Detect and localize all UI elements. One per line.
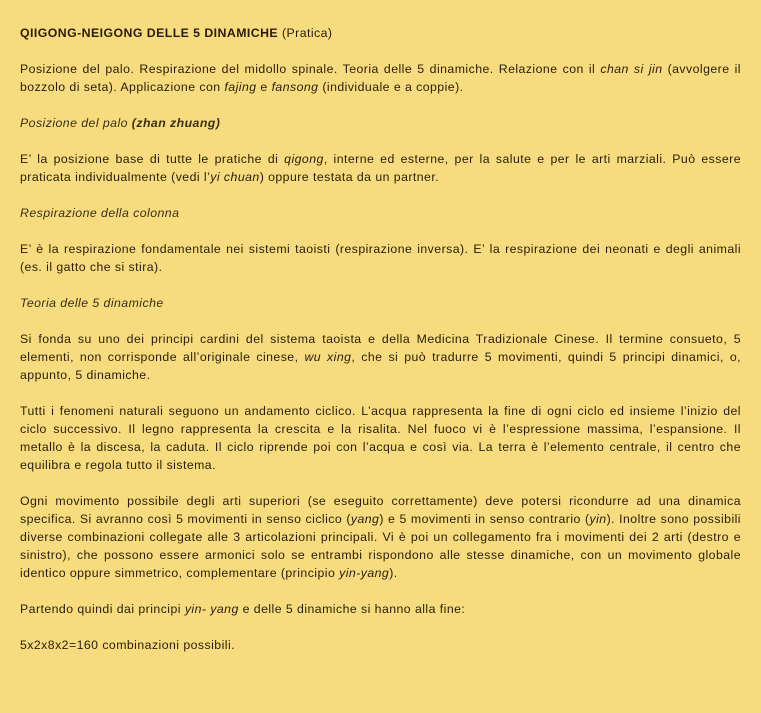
- s3p1-text-1: Si fonda su uno dei principi cardini del sistema taoista e della Medicina Tradizionale Cinese. Il termine consueto, 5 elementi, non corrisponde all’originale cinese,: [20, 332, 741, 364]
- intro-text-1: Posizione del palo. Respirazione del midollo spinale. Teoria delle 5 dinamiche. Relazione con il: [20, 62, 601, 76]
- s1-text-1: E’ la posizione base di tutte le pratiche di: [20, 152, 285, 166]
- section3-paragraph-1: [20, 330, 741, 384]
- intro-term-fajing: fajing: [224, 80, 257, 94]
- section-heading-teoria: Teoria delle 5 dinamiche: [20, 296, 164, 310]
- heading-bold-term: (zhan zhuang): [131, 116, 221, 130]
- section3-paragraph-5: 5x2x8x2=160 combinazioni possibili.: [20, 638, 236, 652]
- s1-term-yi-chuan: yi chuan: [210, 170, 260, 184]
- s3p3-text-4: ).: [389, 566, 398, 580]
- s1-text-3: ) oppure testata da un partner.: [259, 170, 440, 184]
- intro-paragraph: [20, 60, 741, 96]
- s3p4-text-1: Partendo quindi dai principi: [20, 602, 185, 616]
- section2-paragraph: E’ è la respirazione fondamentale nei sistemi taoisti (respirazione inversa). E’ la respirazione dei neonati e degli animali (es. il gatto che si stira).: [20, 242, 741, 274]
- s3p3-term-yin: yin: [589, 512, 607, 526]
- section-heading-respirazione: Respirazione della colonna: [20, 206, 180, 220]
- intro-term-fansong: fansong: [271, 80, 319, 94]
- section3-paragraph-2: Tutti i fenomeni naturali seguono un andamento ciclico. L’acqua rappresenta la fine di ogni ciclo ed insieme l’inizio del ciclo successivo. Il legno rappresenta la crescita e la risalita. Nel fuoco vi è l’espressione massima, l’espansione. Il metallo è la discesa, la caduta. Il ciclo riprende poi con l’acqua e così via. La terra è l’elemento centrale, il centro che equilibra e regola tutto il sistema.: [20, 404, 741, 472]
- s3p3-term-yang: yang: [350, 512, 380, 526]
- intro-text-2: (avvolgere il bozzolo di seta). Applicazione con: [20, 62, 741, 94]
- section3-paragraph-4: [20, 600, 741, 618]
- s1-text-2: , interne ed esterne, per la salute e per le arti marziali. Può essere praticata individualmente (vedi l’: [20, 152, 741, 184]
- section-heading-posizione-palo: [20, 114, 741, 132]
- intro-text-3: e: [256, 80, 272, 94]
- s3p1-text-2: , che si può tradurre 5 movimenti, quindi 5 principi dinamici, o, appunto, 5 dinamiche.: [20, 350, 741, 382]
- s3p3-term-yin-yang: yin-yang: [339, 566, 390, 580]
- section1-paragraph: [20, 150, 741, 186]
- s3p3-text-3: ). Inoltre sono possibili diverse combinazioni collegate alle 3 articolazioni principali. Vi è poi un collegamento fra i movimenti dei 2 arti (destro e sinistro), che possono essere armonici solo se entrambi rispondono alle stesse dinamiche, con un movimento globale identico oppure simmetrico, complementare (principio: [20, 512, 741, 580]
- title-subtitle: (Pratica): [281, 26, 333, 40]
- heading-text: Posizione del palo: [20, 116, 128, 130]
- title-main: QIIGONG-NEIGONG DELLE 5 DINAMICHE: [20, 26, 279, 40]
- section3-paragraph-3: [20, 492, 741, 582]
- intro-text-4: (individuale e a coppie).: [318, 80, 464, 94]
- s3p3-text-1: Ogni movimento possibile degli arti superiori (se eseguito correttamente) deve potersi ricondurre ad una dinamica specifica. Si avranno così 5 movimenti in senso ciclico (: [20, 494, 741, 526]
- s3p4-text-2: e delle 5 dinamiche si hanno alla fine:: [238, 602, 466, 616]
- document-title: [20, 24, 741, 42]
- s3p3-text-2: ) e 5 movimenti in senso contrario (: [379, 512, 590, 526]
- s3p4-term-yin-yang: yin- yang: [184, 602, 239, 616]
- intro-term-chan-si-jin: chan si jin: [600, 62, 663, 76]
- s1-term-qigong: qigong: [284, 152, 324, 166]
- s3p1-term-wu-xing: wu xing: [304, 350, 352, 364]
